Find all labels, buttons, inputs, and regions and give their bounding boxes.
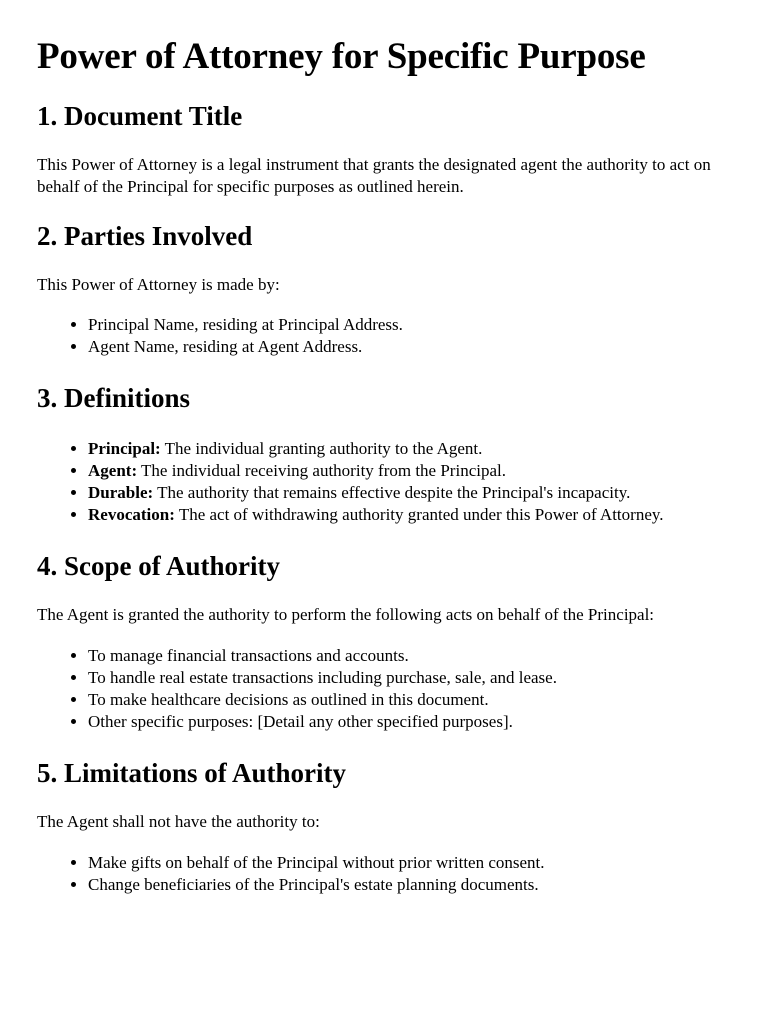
- definitions-list: [37, 438, 737, 526]
- definition-item: [88, 504, 737, 526]
- section-heading-definitions: 3. Definitions: [37, 383, 191, 413]
- limitations-list: [37, 852, 737, 896]
- definition-item: [88, 438, 737, 460]
- definition-term: Principal:: [88, 439, 161, 458]
- section-paragraph-limitations-of-authority: The Agent shall not have the authority to:: [37, 812, 320, 831]
- section-heading-parties-involved: 2. Parties Involved: [37, 221, 253, 251]
- definition-term: Durable:: [88, 483, 154, 502]
- document-page: [37, 0, 737, 896]
- section-heading-limitations-of-authority: 5. Limitations of Authority: [37, 758, 347, 788]
- authority-list: [37, 645, 737, 733]
- definition-text: The authority that remains effective despite the Principal's incapacity.: [153, 483, 631, 502]
- section-paragraph-scope-of-authority: The Agent is granted the authority to perform the following acts on behalf of the Principal:: [37, 605, 655, 624]
- section-heading-document-title: 1. Document Title: [37, 101, 243, 131]
- list-item: • To handle real estate transactions including purchase, sale, and lease.: [88, 667, 737, 689]
- definition-item: [88, 482, 737, 504]
- list-item: • To manage financial transactions and accounts.: [88, 645, 737, 667]
- section-paragraph-parties-involved: This Power of Attorney is made by:: [37, 275, 280, 294]
- definition-text: The individual granting authority to the Agent.: [160, 439, 483, 458]
- section-paragraph-document-title: This Power of Attorney is a legal instrument that grants the designated agent the authority to act on behalf of the Principal for specific purposes as outlined herein.: [37, 155, 711, 196]
- document-title: Power of Attorney for Specific Purpose: [37, 36, 646, 77]
- list-item: • Make gifts on behalf of the Principal without prior written consent.: [88, 852, 737, 874]
- section-heading-scope-of-authority: 4. Scope of Authority: [37, 551, 280, 581]
- list-item: • Change beneficiaries of the Principal's estate planning documents.: [88, 874, 737, 896]
- definition-item: [88, 460, 737, 482]
- list-item: • To make healthcare decisions as outlined in this document.: [88, 689, 737, 711]
- definition-text: The individual receiving authority from the Principal.: [137, 461, 506, 480]
- list-item: • Other specific purposes: [Detail any other specified purposes].: [88, 711, 737, 733]
- parties-list: [37, 314, 737, 358]
- definition-text: The act of withdrawing authority granted under this Power of Attorney.: [174, 505, 664, 524]
- list-item: • Principal Name, residing at Principal Address.: [88, 314, 737, 336]
- list-item: • Agent Name, residing at Agent Address.: [88, 336, 737, 358]
- definition-term: Agent:: [88, 461, 138, 480]
- definition-term: Revocation:: [88, 505, 175, 524]
